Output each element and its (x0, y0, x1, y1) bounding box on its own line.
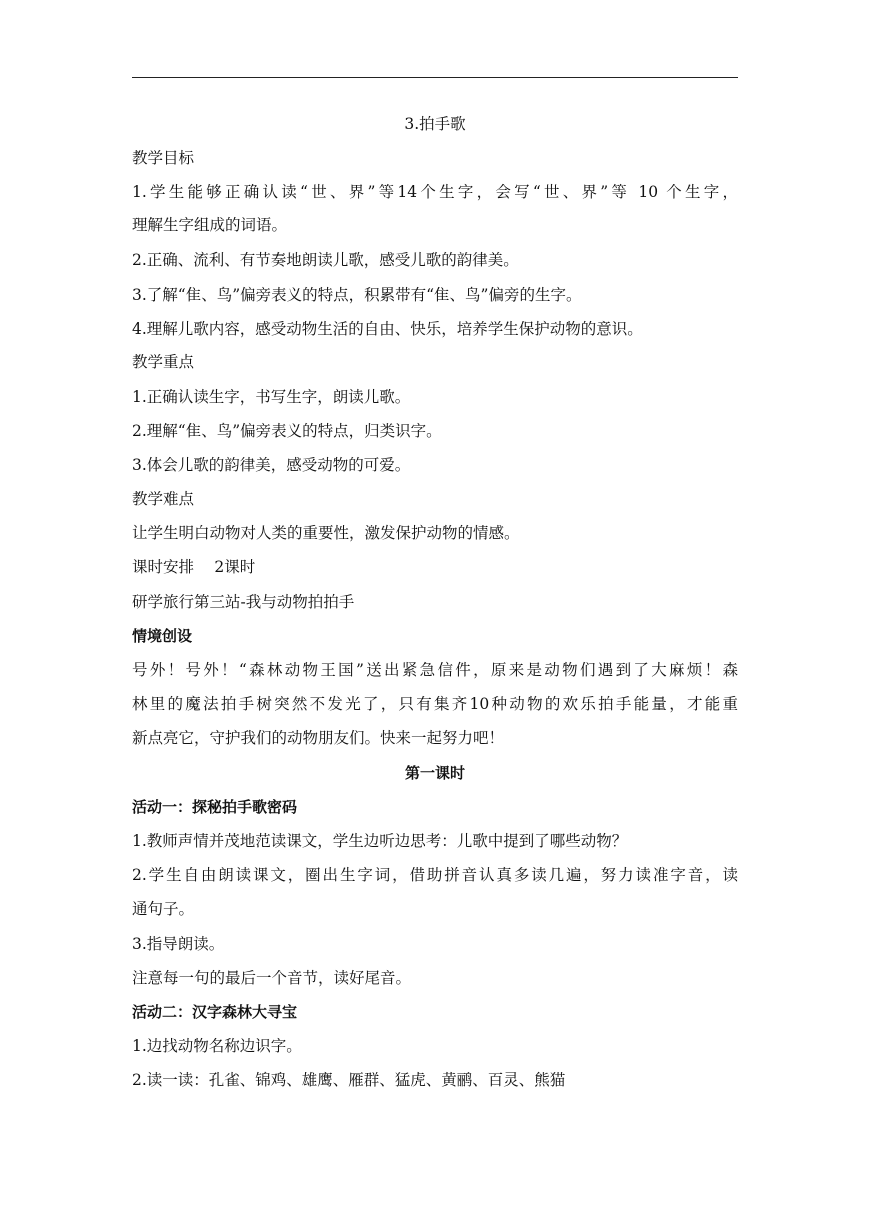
objective-2: 2.正确、流利、有节奏地朗读儿歌，感受儿歌的韵律美。 (132, 251, 519, 269)
activity-1-step-2-line-1: 2.学生自由朗读课文，圈出生字词，借助拼音认真多读几遍，努力读准字音，读 (132, 866, 738, 884)
activity-1-step-2-line-2: 通句子。 (132, 900, 195, 918)
scenario-heading: 情境创设 (132, 627, 193, 645)
activity-2-step-2: 2.读一读：孔雀、锦鸡、雄鹰、雁群、猛虎、黄鹂、百灵、熊猫 (132, 1071, 566, 1089)
difficulty-text: 让学生明白动物对人类的重要性，激发保护动物的情感。 (132, 524, 520, 542)
activity-1-step-1: 1.教师声情并茂地范读课文，学生边听边思考：儿歌中提到了哪些动物？ (132, 832, 628, 850)
objective-1-line-1: 1.学生能够正确认读“世、界”等14个生字，会写“世、界”等 10 个生字， (132, 183, 738, 201)
scenario-line-2: 林里的魔法拍手树突然不发光了，只有集齐10种动物的欢乐拍手能量，才能重 (132, 695, 738, 713)
lesson-1-heading: 第一课时 (404, 764, 465, 782)
activity-1-note: 注意每一句的最后一个音节，读好尾音。 (132, 969, 412, 987)
objective-4: 4.理解儿歌内容，感受动物生活的自由、快乐，培养学生保护动物的意识。 (132, 320, 643, 338)
schedule: 课时安排 2课时 (132, 558, 256, 576)
lesson-title: 3.拍手歌 (404, 115, 466, 133)
study-trip-title: 研学旅行第三站-我与动物拍拍手 (132, 593, 355, 611)
objective-1-line-2: 理解生字组成的词语。 (132, 216, 288, 234)
activity-2-step-1: 1.边找动物名称边识字。 (132, 1037, 302, 1055)
activity-1-heading: 活动一：探秘拍手歌密码 (132, 798, 298, 816)
activity-1-step-3: 3.指导朗读。 (132, 935, 225, 953)
scenario-line-3: 新点亮它，守护我们的动物朋友们。快来一起努力吧！ (132, 729, 505, 747)
key-point-3: 3.体会儿歌的韵律美，感受动物的可爱。 (132, 456, 411, 474)
scenario-line-1: 号外！号外！“森林动物王国”送出紧急信件，原来是动物们遇到了大麻烦！森 (132, 661, 738, 679)
key-points-heading: 教学重点 (132, 353, 195, 371)
key-point-2: 2.理解“隹、鸟”偏旁表义的特点，归类识字。 (132, 422, 442, 440)
key-point-1: 1.正确认读生字，书写生字，朗读儿歌。 (132, 388, 411, 406)
header-rule (132, 77, 738, 78)
difficulty-heading: 教学难点 (132, 490, 195, 508)
objective-3: 3.了解“隹、鸟”偏旁表义的特点，积累带有“隹、鸟”偏旁的生字。 (132, 286, 582, 304)
activity-2-heading: 活动二：汉字森林大寻宝 (132, 1003, 298, 1021)
objectives-heading: 教学目标 (132, 149, 195, 167)
